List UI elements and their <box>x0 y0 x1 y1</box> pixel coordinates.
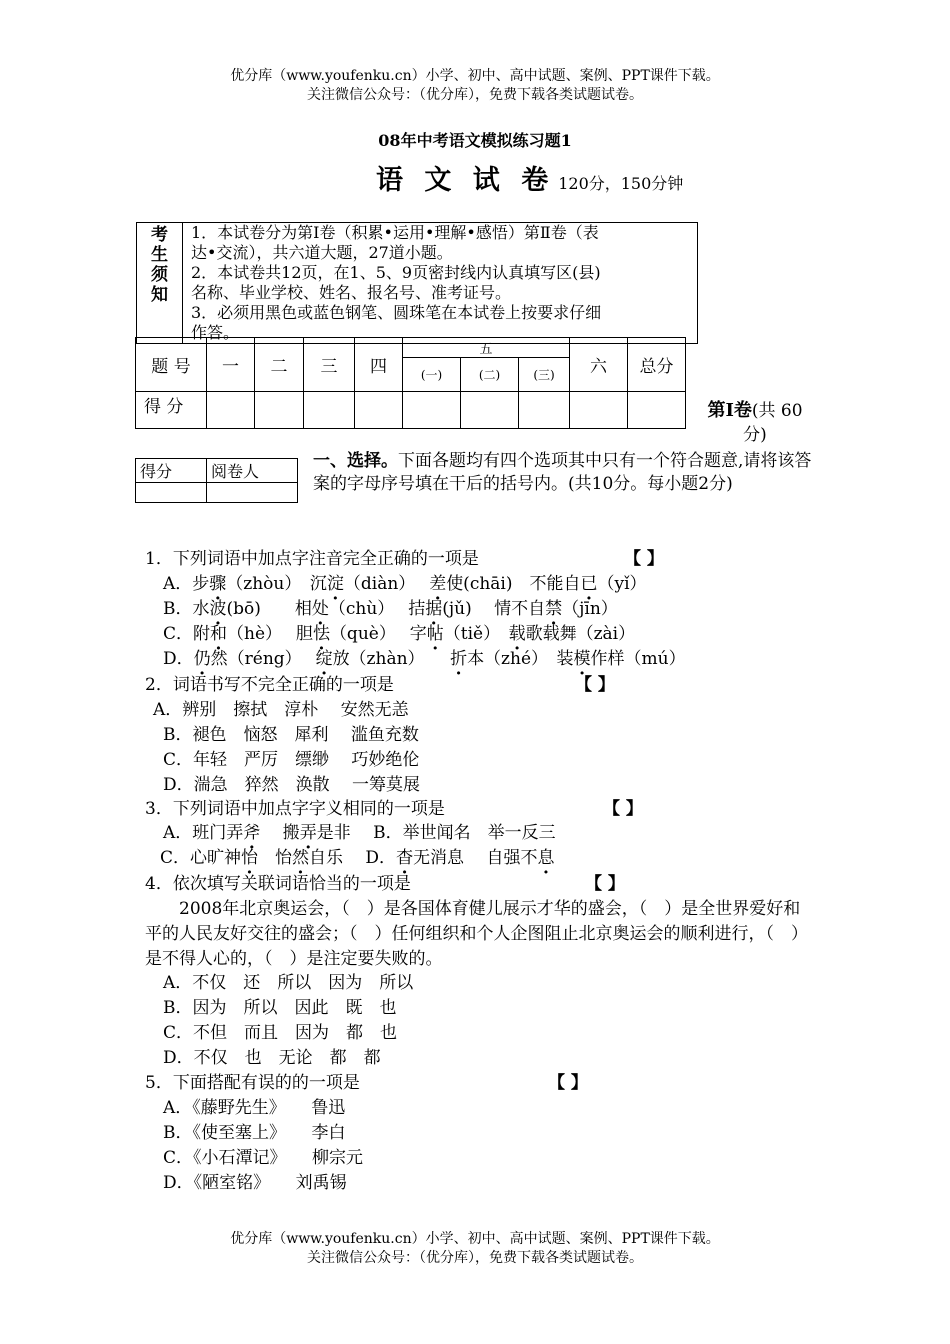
part1-score: (共 60分) <box>743 401 803 445</box>
option-text: 自乐 D． <box>309 848 397 868</box>
option-text: (jǔ) 情不自 <box>442 599 546 619</box>
option-text: （zhòu） 沉 <box>226 574 327 594</box>
q4-option-c: C．不但 而且 因为 都 也 <box>163 1023 398 1043</box>
col-1: 一 <box>207 338 255 392</box>
q2-option-c: C．年轻 严厉 缥缈 巧妙绝伦 <box>163 750 420 770</box>
q5-option-c: C．《小石潭记》 柳宗元 <box>163 1148 364 1168</box>
q5-stem: 5．下面搭配有误的的一项是 <box>145 1073 360 1093</box>
option-text: C．附 <box>163 624 211 644</box>
row-label-number: 题 号 <box>136 338 207 392</box>
q3-option-cd <box>160 846 554 871</box>
notice-box <box>136 222 698 344</box>
option-text: （diàn） <box>343 574 430 594</box>
part1-heading <box>705 399 805 447</box>
col-5: 五 <box>403 338 570 358</box>
option-text: 使(chāi) 不能自 <box>446 574 581 594</box>
option-text: 怡 <box>258 848 293 868</box>
option-text: A．步 <box>163 574 210 594</box>
option-text: 放（zhàn） <box>332 649 451 669</box>
option-text: 是非 B．举世闻名 举一反三 <box>316 823 556 843</box>
option-text: 无消息 自强不 <box>413 848 538 868</box>
q4-option-d: D．不仅 也 无论 都 都 <box>163 1048 381 1068</box>
exam-subtitle <box>376 158 683 197</box>
q1-option-a <box>163 572 647 597</box>
grader-name-cell[interactable] <box>207 483 298 503</box>
q5-answer-bracket[interactable]: 【 】 <box>548 1073 588 1093</box>
notice-label-char: 知 <box>151 285 168 305</box>
grader-score-cell[interactable] <box>136 483 207 503</box>
header-line-2: 关注微信公众号：（优分库），免费下载各类试题试卷。 <box>307 87 643 103</box>
col-4: 四 <box>355 338 403 392</box>
grader-table <box>135 458 298 503</box>
col-3: 三 <box>304 338 355 392</box>
option-text: A．班门弄 <box>163 823 244 843</box>
dotted-char: 禁 <box>545 599 563 619</box>
score-cell[interactable] <box>461 392 519 429</box>
exam-name: 语 文 试 卷 <box>376 165 555 196</box>
option-text: （jīn） <box>562 599 618 619</box>
option-text: 本（zhé） 装 <box>467 649 574 669</box>
col-5-sub-1: (一) <box>403 358 461 392</box>
page-title: 08年中考语文模拟练习题1 <box>378 131 572 150</box>
col-5-sub-2: (二) <box>461 358 519 392</box>
q2-answer-bracket[interactable]: 【 】 <box>575 675 615 695</box>
notice-label-char: 须 <box>151 265 168 285</box>
q3-stem: 3．下列词语中加点字字义相同的一项是 <box>145 799 445 819</box>
option-text: 作样（mú） <box>590 649 686 669</box>
notice-line: 名称、毕业学校、姓名、报名号、准考证号。 <box>191 283 512 302</box>
q2-option-d: D．湍急 猝然 涣散 一筹莫展 <box>163 775 421 795</box>
q5-option-b: B．《使至塞上》 李白 <box>163 1123 346 1143</box>
option-text: （chù） 拮 <box>328 599 426 619</box>
dotted-char: 仍 <box>193 649 211 669</box>
option-text: 歌载舞（zài） <box>525 624 636 644</box>
score-table <box>135 337 686 429</box>
score-cell[interactable] <box>207 392 255 429</box>
dotted-char: 淀 <box>326 574 344 594</box>
option-text: （tiě） <box>443 624 509 644</box>
header-line-1: 优分库（www.youfenku.cn）小学、初中、高中试题、案例、PPT课件下载。 <box>230 68 720 84</box>
dotted-char: 波 <box>209 599 227 619</box>
score-cell[interactable] <box>403 392 461 429</box>
option-text: D． <box>163 649 194 669</box>
dotted-char: 绽 <box>315 649 333 669</box>
grader-name-label: 阅卷人 <box>207 459 298 483</box>
notice-label-char: 考 <box>151 225 168 245</box>
dotted-char: 杳 <box>396 848 414 868</box>
q4-stem: 4．依次填写关联词语恰当的一项是 <box>145 874 411 894</box>
q1-answer-bracket[interactable]: 【 】 <box>624 549 664 569</box>
notice-line: 达•交流），共六道大题，27道小题。 <box>191 243 453 262</box>
dotted-char: 据 <box>425 599 443 619</box>
notice-line: 1．本试卷分为第Ⅰ卷（积累•运用•理解•感悟）第Ⅱ卷（表 <box>191 223 599 242</box>
option-text: B．水 <box>163 599 210 619</box>
dotted-char: 载 <box>508 624 526 644</box>
score-cell[interactable] <box>570 392 628 429</box>
notice-label-char: 生 <box>151 245 168 265</box>
score-cell[interactable] <box>519 392 570 429</box>
notice-body <box>191 223 691 343</box>
option-text: （què） 字 <box>329 624 427 644</box>
q4-option-a: A．不仅 还 所以 因为 所以 <box>163 973 414 993</box>
notice-label <box>137 223 183 343</box>
dotted-char: 然 <box>292 848 310 868</box>
option-text: 然（réng） <box>210 649 316 669</box>
col-5-sub-3: (三) <box>519 358 570 392</box>
exam-info: 120分，150分钟 <box>558 174 684 193</box>
col-total: 总分 <box>628 338 686 392</box>
part1-title: 第Ⅰ卷 <box>707 400 752 421</box>
dotted-char: 折 <box>450 649 468 669</box>
dotted-char: 息 <box>537 848 555 868</box>
dotted-char: 怡 <box>241 848 259 868</box>
q1-stem: 1．下列词语中加点字注音完全正确的一项是 <box>145 549 479 569</box>
q5-option-a: A．《藤野先生》 鲁迅 <box>163 1098 346 1118</box>
col-2: 二 <box>255 338 304 392</box>
dotted-char: 骤 <box>209 574 227 594</box>
score-cell[interactable] <box>255 392 304 429</box>
q4-passage: 2008年北京奥运会，（ ）是各国体育健儿展示才华的盛会，（ ）是全世界爱好和平的人民友好交往的盛会；（ ）任何组织和个人企图阻止北京奥运会的顺利进行，（ ）是不得人心的，（ ）是注定要失败的。 <box>145 899 801 969</box>
option-text: C．心旷神 <box>160 848 242 868</box>
col-6: 六 <box>570 338 628 392</box>
row-label-score: 得 分 <box>136 392 207 429</box>
dotted-char: 斧 <box>243 823 261 843</box>
dotted-char: 帖 <box>426 624 444 644</box>
footer-line-1: 优分库（www.youfenku.cn）小学、初中、高中试题、案例、PPT课件下载。 <box>230 1231 720 1247</box>
q1-option-d <box>163 647 686 672</box>
dotted-char: 处 <box>311 599 329 619</box>
dotted-char: 已 <box>580 574 598 594</box>
q2-option-a: A．辨别 擦拭 淳朴 安然无恙 <box>153 700 409 720</box>
section-1-title: 一、选择。 <box>313 451 398 471</box>
score-cell[interactable] <box>304 392 355 429</box>
grader-score-label: 得分 <box>136 459 207 483</box>
q4-answer-bracket[interactable]: 【 】 <box>585 874 625 894</box>
q4-option-b: B．因为 所以 因此 既 也 <box>163 998 397 1018</box>
notice-line: 3．必须用黑色或蓝色钢笔、圆珠笔在本试卷上按要求仔细 <box>191 303 602 322</box>
score-cell[interactable] <box>628 392 686 429</box>
score-cell[interactable] <box>355 392 403 429</box>
notice-line: 作答。 <box>191 323 240 342</box>
section-1-instructions <box>313 450 813 496</box>
dotted-char: 差 <box>429 574 447 594</box>
q3-option-ab <box>163 821 556 846</box>
notice-line: 2．本试卷共12页，在1、5、9页密封线内认真填写区(县) <box>191 263 601 282</box>
option-text: 搬 <box>260 823 300 843</box>
section-1-text: 下面各题均有四个选项其中只有一个符合题意,请将该答案的字母序号填在干后的括号内。(共10分。每小题2分) <box>313 451 812 494</box>
q2-option-b: B．褪色 恼怒 犀利 滥鱼充数 <box>163 725 419 745</box>
dotted-char: 弄 <box>299 823 317 843</box>
option-text: （yǐ） <box>597 574 647 594</box>
option-text: （hè） 胆 <box>227 624 313 644</box>
q3-answer-bracket[interactable]: 【 】 <box>603 799 643 819</box>
option-text: (bō) 相 <box>226 599 312 619</box>
q2-stem: 2．词语书写不完全正确的一项是 <box>145 675 394 695</box>
q1-option-c <box>163 622 635 647</box>
dotted-char: 模 <box>573 649 591 669</box>
footer-line-2: 关注微信公众号：（优分库），免费下载各类试题试卷。 <box>307 1250 643 1266</box>
dotted-char: 和 <box>210 624 228 644</box>
q1-option-b <box>163 597 618 622</box>
dotted-char: 怯 <box>312 624 330 644</box>
q5-option-d: D．《陋室铭》 刘禹锡 <box>163 1173 347 1193</box>
